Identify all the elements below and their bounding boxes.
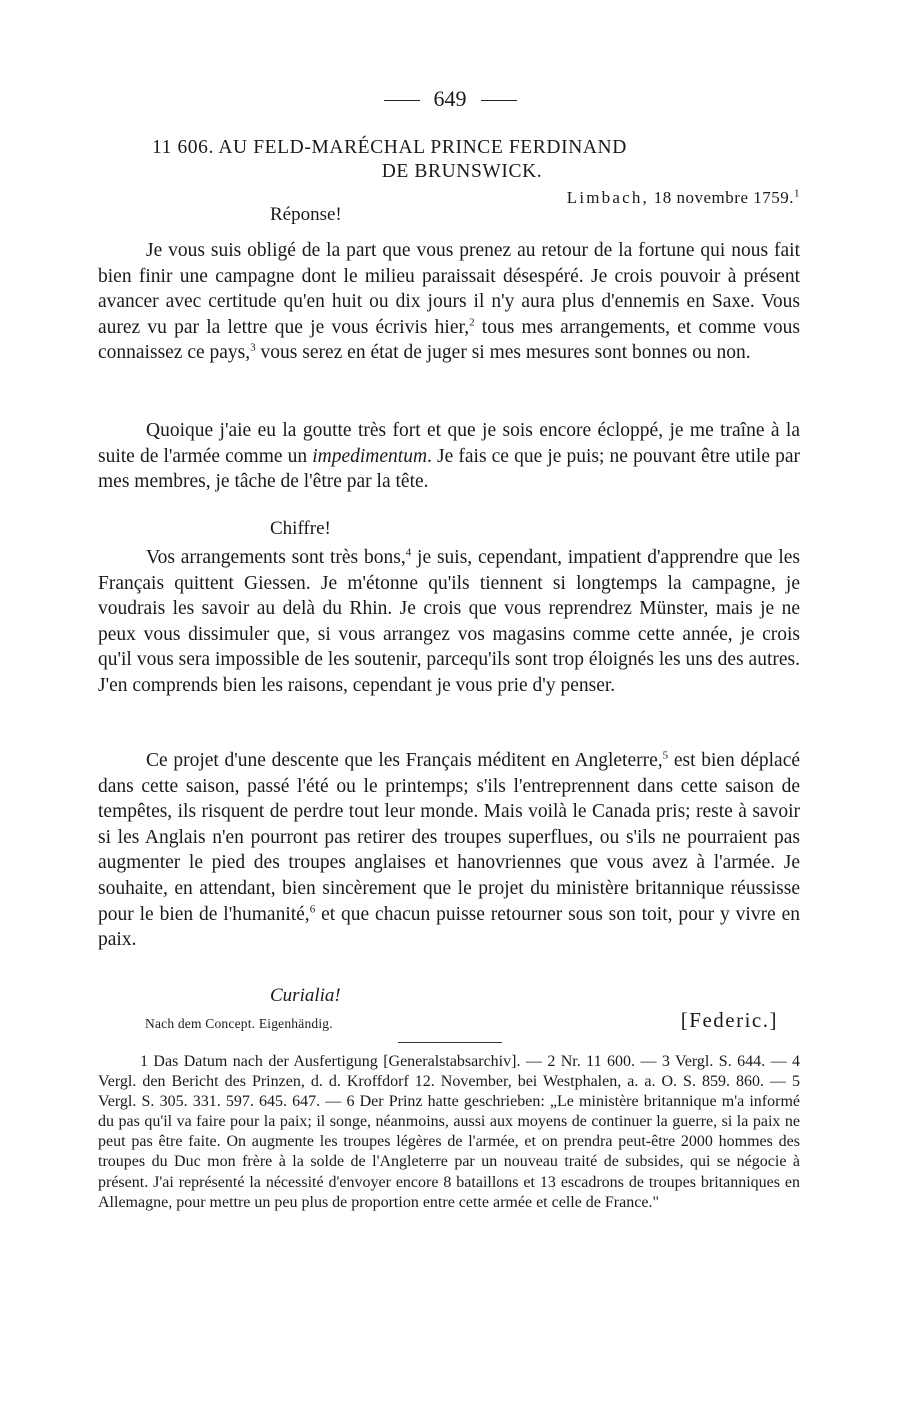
place: Limbach, [566, 188, 650, 207]
page-number [0, 86, 900, 112]
text: est bien déplacé dans cette saison, passé l'été ou le printemps; s'ils l'entreprennent dans cette saison de tempêtes, ils risquent de perdre tout leur monde. Mais voilà le Canada pris; reste à savoir si les Anglais n'en pourront pas retirer des troupes superflues, ou s'ils ne pourraient pas augmenter le pied des troupes anglaises et hanovriennes que vous avez à l'armée. Je souhaite, en attendant, bien sincèrement que le projet du ministère britannique réussisse pour le bien de l'humanité, [98, 750, 800, 925]
text: Ce projet d'une descente que les Français méditent en Angleterre, [146, 750, 663, 771]
footnote-ref: 2 [469, 316, 475, 329]
text: Quoique j'aie eu la goutte très fort et que je sois encore écloppé, je me traîne à la suite de l'armée comme un [98, 420, 800, 467]
source-note: Nach dem Concept. Eigenhändig. [145, 1016, 333, 1031]
heading-line-1: 11 606. AU FELD-MARÉCHAL PRINCE FERDINAND [152, 137, 627, 158]
text: et que chacun puisse retourner sous son toit, pour y vivre en paix. [98, 903, 800, 951]
paragraph-text [98, 748, 800, 953]
paragraph-text [98, 418, 800, 495]
divider [481, 100, 517, 101]
footnote-divider [398, 1042, 502, 1043]
heading-line-2: DE BRUNSWICK. [381, 161, 543, 182]
paragraph-text [98, 238, 800, 366]
footnotes: 1 Das Datum nach der Ausfertigung [Generalstabsarchiv]. — 2 Nr. 11 600. — 3 Vergl. S. 644. — 4 Vergl. den Bericht des Prinzen, d. d. Kroffdorf 12. November, bei Westphalen, a. a. O. S. 859. 860. — 5 Vergl. S. 305. 331. 597. 645. 647. — 6 Der Prinz hatte geschrieben: „Le ministère britannique m'a informé du pas qu'il va faire pour la paix; il songe, néanmoins, aussi aux moyens de continuer la guerre, si la paix ne peut pas être faite. On augmente les troupes légères de l'armée, et on prendra peut-être 2000 hommes des troupes du Duc mon frère à la solde de l'Angleterre par un nouveau traité de subsides, qui se négocie à présent. J'ai représenté la nécessité d'envoyer encore 8 bataillons et 13 escadrons de troupes britanniques en Allemagne, pour mettre un peu plus de proportion entre cette armée et celle de France." [98, 1053, 800, 1211]
text: vous serez en état de juger si mes mesures sont bonnes ou non. [255, 342, 751, 364]
paragraph-3 [98, 545, 800, 699]
reponse-label: Réponse! [270, 204, 342, 225]
italic-term: impedimentum [312, 445, 428, 467]
text: Vos arrangements sont très bons, [146, 547, 406, 568]
letter-heading [100, 136, 800, 184]
paragraph-4 [98, 748, 800, 953]
curialia-label: Curialia! [270, 985, 341, 1006]
footnote-ref: 4 [405, 546, 412, 559]
paragraph-1 [98, 238, 800, 366]
date: 18 novembre 1759. [653, 188, 794, 207]
text: Je vous suis obligé de la part que vous prenez au retour de la fortune qui nous fait bien finir une campagne dont le milieu paraissait désespéré. Je crois pouvoir à présent avancer avec certitude qu'en huit ou dix jours il n'y aura plus d'ennemis en Saxe. Vous aurez vu par la lettre que je vous écrivis hier, [98, 240, 800, 338]
footnote-ref: 5 [662, 749, 669, 762]
page-number-text: 649 [433, 86, 467, 111]
footnote-ref: 6 [309, 903, 316, 916]
place-date-line [567, 188, 800, 208]
paragraph-2 [98, 418, 800, 495]
text: . Je fais ce que je puis; ne pouvant être utile par mes membres, je tâche de l'être par la tête. [98, 445, 800, 493]
footnote-ref: 1 [794, 187, 800, 200]
footnote-ref: 3 [250, 341, 256, 354]
text: tous mes arrangements, et comme vous connaissez ce pays, [98, 316, 800, 364]
chiffre-label: Chiffre! [270, 518, 331, 539]
paragraph-text [98, 545, 800, 699]
divider [384, 100, 420, 101]
text: je suis, cependant, impatient d'apprendre que les Français quittent Giessen. Je m'étonne qu'ils tiennent si longtemps la campagne, je voudrais les savoir au delà du Rhin. Je crois que vous reprendrez Münster, mais je ne peux vous dissimuler que, si vous arrangez vos magasins comme cette année, je crois qu'il vous sera impossible de les soutenir, parcequ'ils sont trop éloignés les uns des autres. J'en comprends bien les raisons, cependant je vous prie d'y penser. [98, 547, 800, 696]
signature: [Federic.] [680, 1008, 778, 1032]
